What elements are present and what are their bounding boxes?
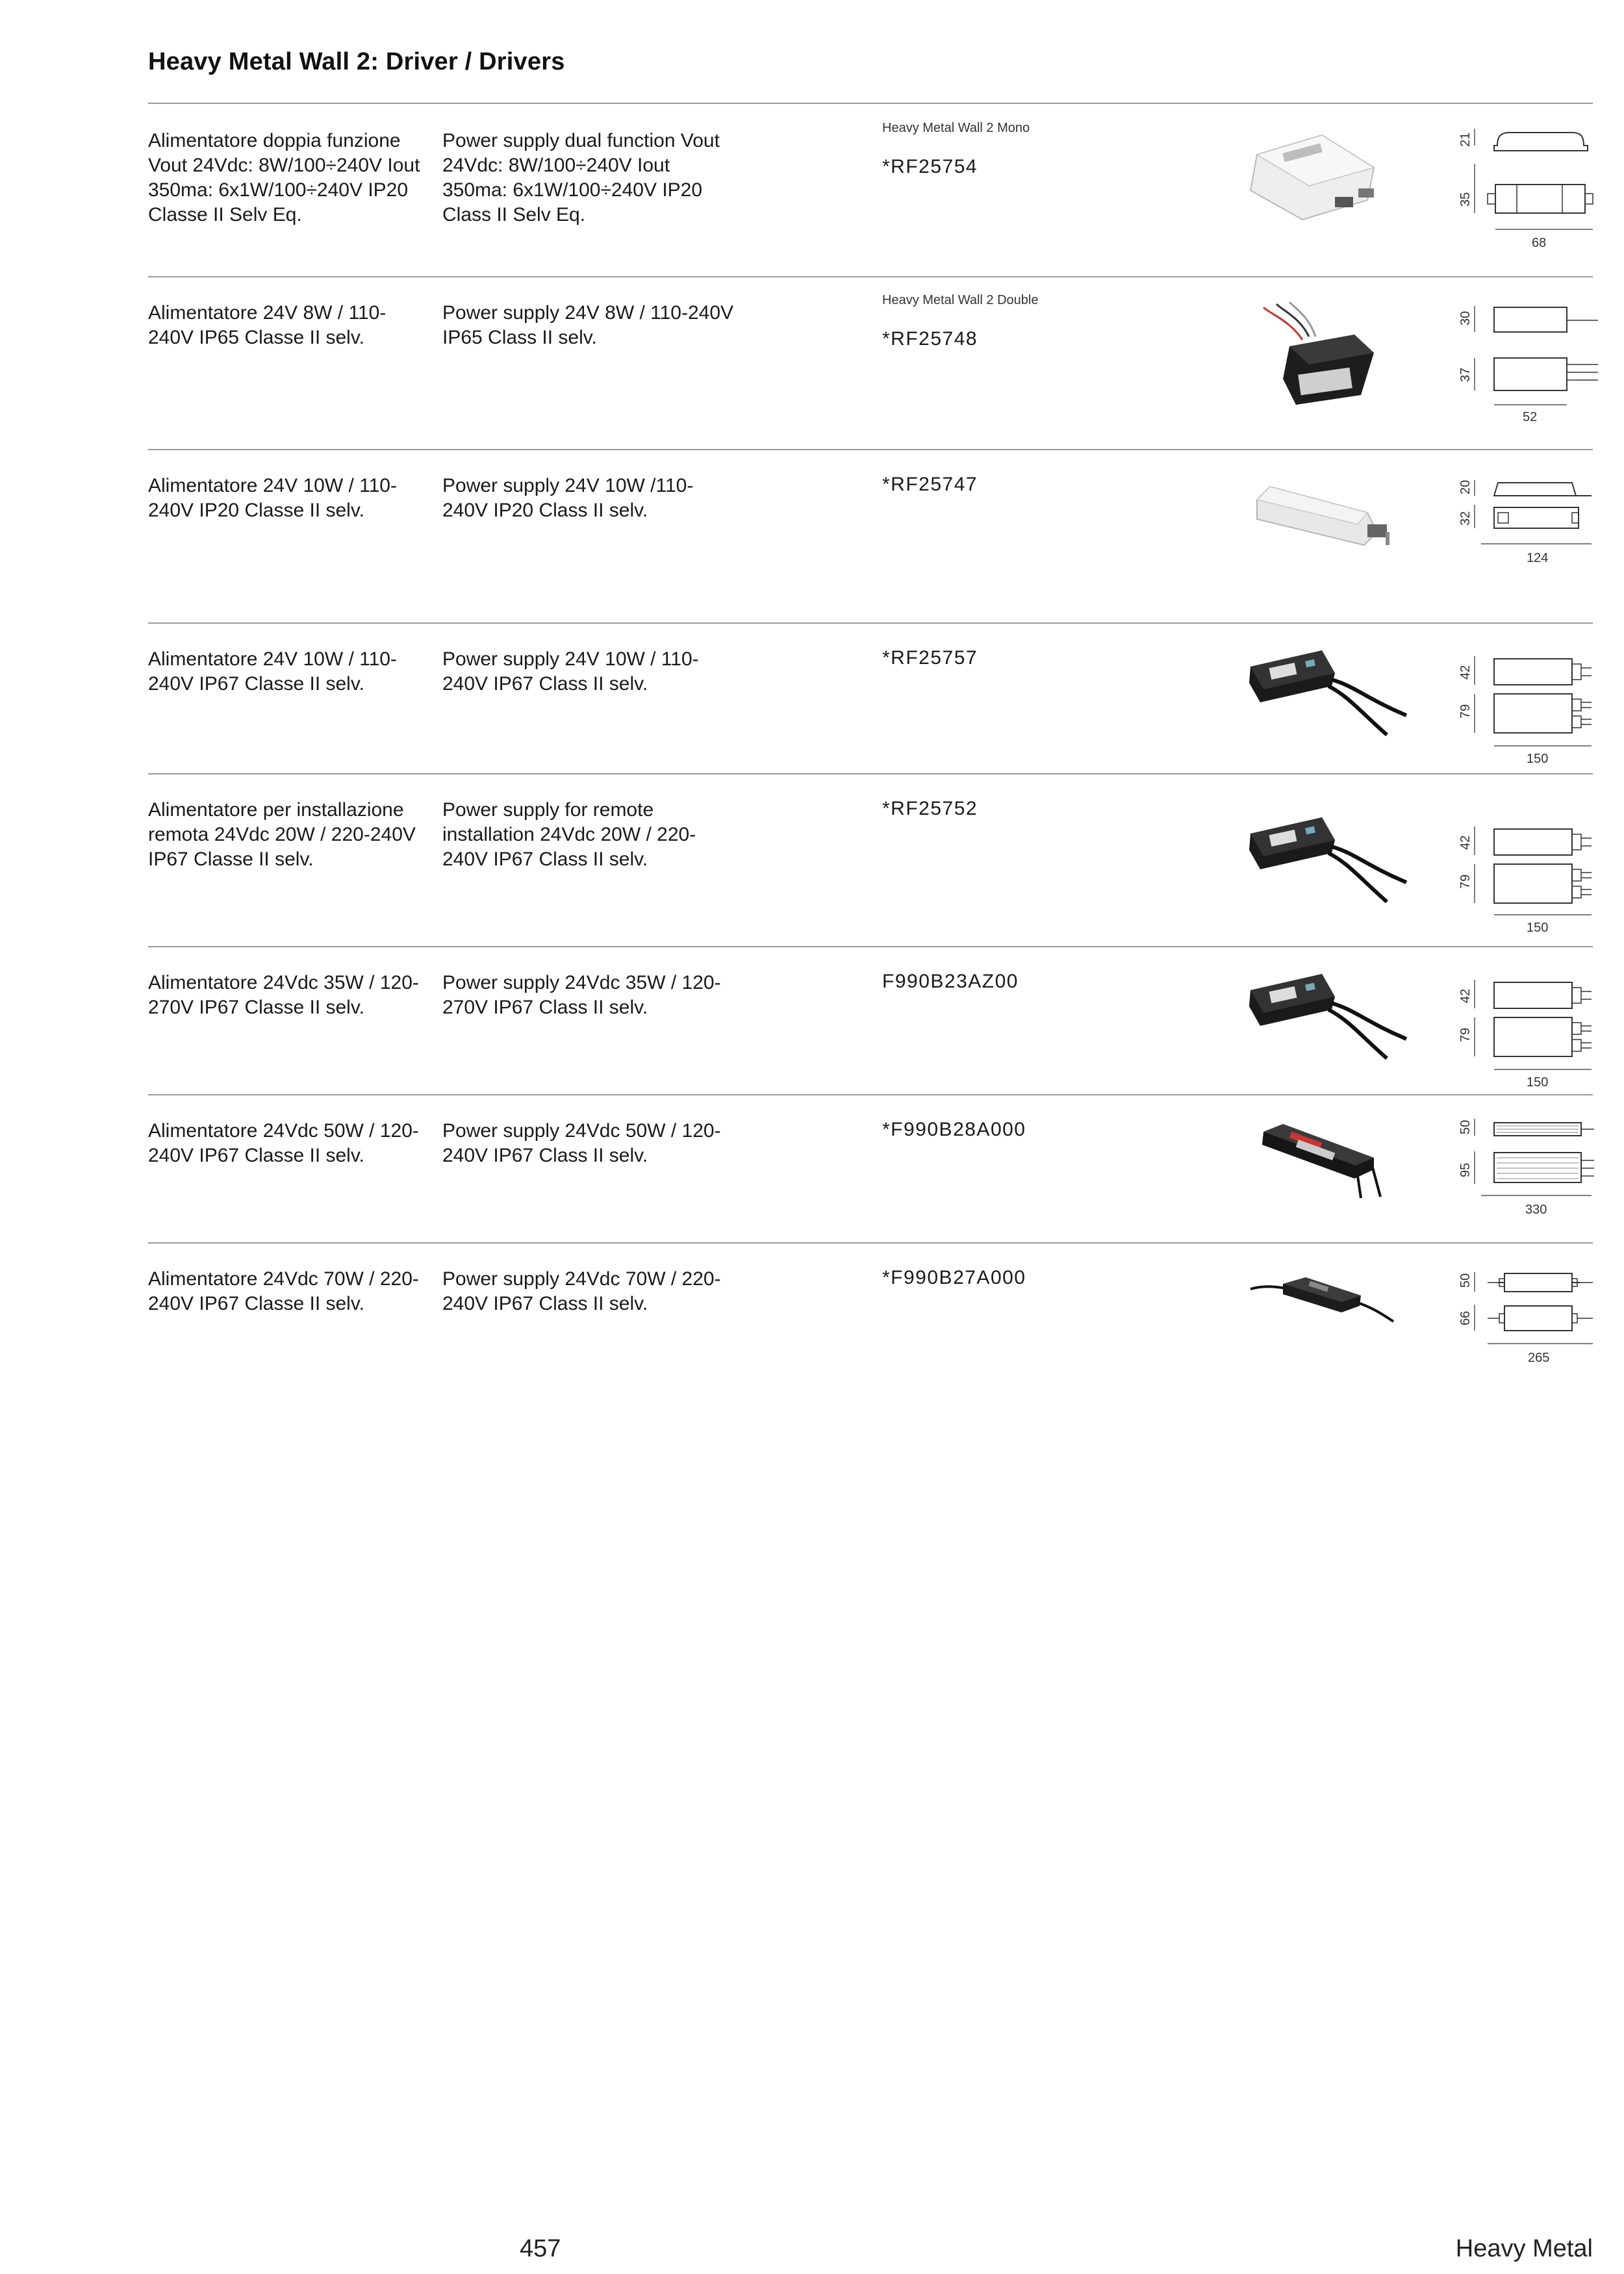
product-code: *F990B28A000 bbox=[882, 1119, 1026, 1140]
description-english: Power supply 24V 10W / 110-240V IP67 Class II selv. bbox=[442, 648, 699, 695]
product-photo bbox=[1244, 1270, 1400, 1341]
dimension-height: 20 bbox=[1458, 479, 1473, 494]
dimension-width: 79 bbox=[1458, 874, 1473, 889]
divider bbox=[148, 1242, 1593, 1244]
page-title: Heavy Metal Wall 2: Driver / Drivers bbox=[148, 48, 565, 75]
description-english: Power supply for remote installation 24Vdc 20W / 220-240V IP67 Class II selv. bbox=[442, 799, 696, 870]
divider bbox=[148, 1094, 1593, 1095]
description-italian: Alimentatore 24Vdc 70W / 220-240V IP67 Classe II selv. bbox=[148, 1268, 419, 1314]
dimension-height: 42 bbox=[1458, 835, 1473, 850]
dimension-width: 79 bbox=[1458, 1027, 1473, 1042]
dimension-length: 150 bbox=[1527, 1075, 1549, 1088]
product-code: *RF25748 bbox=[882, 328, 978, 350]
divider bbox=[148, 946, 1593, 947]
divider bbox=[148, 622, 1593, 624]
dimension-length: 330 bbox=[1525, 1203, 1547, 1217]
divider bbox=[148, 773, 1593, 774]
description-italian: Alimentatore 24V 10W / 110-240V IP20 Classe II selv. bbox=[148, 475, 397, 521]
divider bbox=[148, 103, 1593, 104]
product-photo bbox=[1244, 129, 1400, 226]
dimension-length: 265 bbox=[1528, 1351, 1550, 1365]
model-name: Heavy Metal Wall 2 Double bbox=[882, 293, 1039, 307]
dimension-length: 52 bbox=[1523, 410, 1538, 424]
description-italian: Alimentatore doppia funzione Vout 24Vdc: 8W/100÷240V Iout 350ma: 6x1W/100÷240V IP20 Classe II Selv Eq. bbox=[148, 130, 420, 225]
product-photo bbox=[1244, 971, 1413, 1068]
description-italian: Alimentatore 24Vdc 50W / 120-240V IP67 Classe II selv. bbox=[148, 1120, 419, 1166]
page-number: 457 bbox=[520, 2235, 561, 2262]
dimension-drawing bbox=[1442, 461, 1598, 591]
divider bbox=[148, 276, 1593, 277]
product-photo bbox=[1244, 474, 1400, 552]
product-code: *RF25752 bbox=[882, 798, 978, 819]
dimension-height: 42 bbox=[1458, 665, 1473, 680]
dimension-width: 37 bbox=[1458, 367, 1473, 382]
dimension-height: 42 bbox=[1458, 988, 1473, 1003]
dimension-width: 79 bbox=[1458, 704, 1473, 719]
description-english: Power supply dual function Vout 24Vdc: 8W/100÷240V Iout 350ma: 6x1W/100÷240V IP20 Class II Selv Eq. bbox=[442, 130, 720, 225]
dimension-length: 150 bbox=[1527, 921, 1549, 934]
description-english: Power supply 24Vdc 35W / 120-270V IP67 Class II selv. bbox=[442, 972, 721, 1018]
product-photo bbox=[1244, 814, 1413, 912]
product-code: *RF25754 bbox=[882, 156, 978, 177]
description-italian: Alimentatore per installazione remota 24Vdc 20W / 220-240V IP67 Classe II selv. bbox=[148, 799, 416, 870]
dimension-drawing bbox=[1442, 116, 1598, 259]
product-code: F990B23AZ00 bbox=[882, 971, 1019, 992]
description-english: Power supply 24V 8W / 110-240V IP65 Class II selv. bbox=[442, 302, 734, 348]
description-english: Power supply 24Vdc 50W / 120-240V IP67 Class II selv. bbox=[442, 1120, 721, 1166]
dimension-drawing bbox=[1442, 1106, 1598, 1229]
dimension-width: 66 bbox=[1458, 1310, 1473, 1325]
dimension-height: 30 bbox=[1458, 311, 1473, 326]
product-code: *RF25747 bbox=[882, 474, 978, 495]
dimension-length: 124 bbox=[1527, 551, 1549, 565]
dimension-length: 150 bbox=[1527, 752, 1549, 764]
model-name: Heavy Metal Wall 2 Mono bbox=[882, 121, 1030, 135]
product-photo bbox=[1244, 301, 1400, 411]
dimension-width: 35 bbox=[1458, 192, 1473, 207]
brand-name: Heavy Metal bbox=[1455, 2235, 1593, 2262]
dimension-height: 50 bbox=[1458, 1119, 1473, 1134]
dimension-drawing bbox=[1442, 288, 1598, 431]
dimension-height: 21 bbox=[1458, 132, 1473, 147]
divider bbox=[148, 449, 1593, 450]
product-code: *RF25757 bbox=[882, 647, 978, 669]
product-code: *F990B27A000 bbox=[882, 1267, 1026, 1288]
dimension-drawing bbox=[1442, 1254, 1598, 1377]
description-italian: Alimentatore 24V 8W / 110-240V IP65 Classe II selv. bbox=[148, 302, 387, 348]
product-photo bbox=[1244, 1119, 1400, 1203]
dimension-drawing bbox=[1442, 634, 1598, 764]
description-italian: Alimentatore 24V 10W / 110-240V IP67 Classe II selv. bbox=[148, 648, 397, 695]
product-photo bbox=[1244, 647, 1413, 745]
description-english: Power supply 24V 10W /110-240V IP20 Class II selv. bbox=[442, 475, 694, 521]
dimension-drawing bbox=[1442, 958, 1598, 1088]
dimension-drawing bbox=[1442, 798, 1598, 934]
dimension-length: 68 bbox=[1532, 236, 1547, 250]
dimension-width: 32 bbox=[1458, 511, 1473, 526]
description-italian: Alimentatore 24Vdc 35W / 120-270V IP67 Classe II selv. bbox=[148, 972, 419, 1018]
dimension-width: 95 bbox=[1458, 1162, 1473, 1177]
dimension-height: 50 bbox=[1458, 1273, 1473, 1288]
description-english: Power supply 24Vdc 70W / 220-240V IP67 Class II selv. bbox=[442, 1268, 721, 1314]
